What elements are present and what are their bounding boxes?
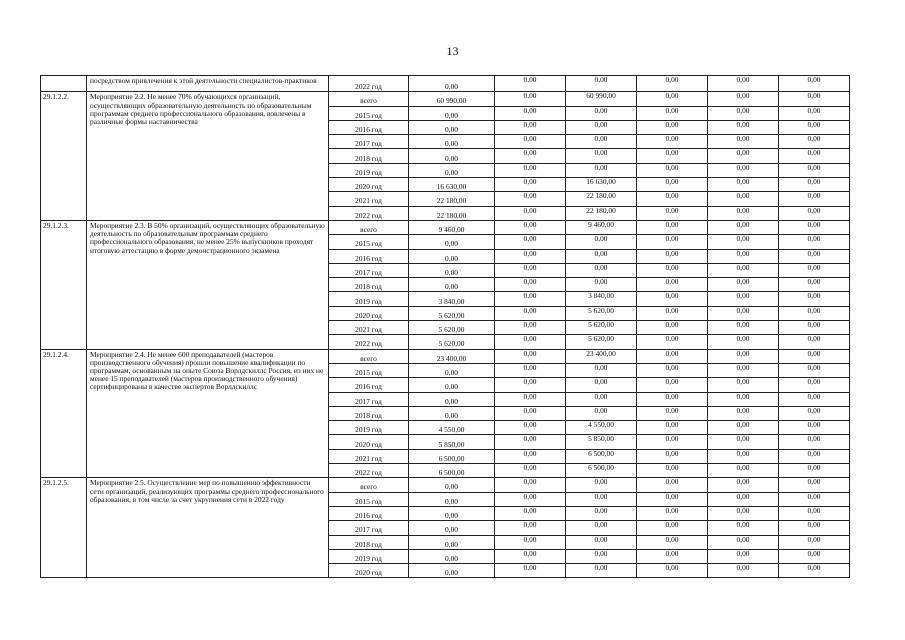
- funding-source-cell: 6 500,00: [566, 464, 637, 478]
- total-amount-cell: 0,00: [409, 149, 495, 163]
- funding-source-cell: 5 620,00: [566, 321, 637, 335]
- funding-source-cell: 0,00: [779, 321, 850, 335]
- funding-source-cell: 0,00: [637, 163, 708, 177]
- total-amount-cell: 22 180,00: [409, 192, 495, 206]
- funding-source-cell: 0,00: [566, 392, 637, 406]
- funding-source-cell: 0,00: [566, 278, 637, 292]
- total-amount-cell: 22 180,00: [409, 206, 495, 220]
- funding-source-cell: 0,00: [708, 76, 779, 92]
- total-amount-cell: 0,00: [409, 535, 495, 549]
- funding-source-cell: 0,00: [495, 535, 566, 549]
- funding-source-cell: 0,00: [566, 263, 637, 277]
- funding-source-cell: 0,00: [566, 549, 637, 563]
- funding-source-cell: 0,00: [566, 535, 637, 549]
- total-amount-cell: 5 620,00: [409, 321, 495, 335]
- funding-source-cell: 0,00: [708, 449, 779, 463]
- funding-source-cell: 0,00: [708, 392, 779, 406]
- funding-source-cell: 0,00: [637, 92, 708, 106]
- year-cell: всего: [329, 220, 409, 234]
- funding-source-cell: 0,00: [495, 492, 566, 506]
- funding-source-cell: 0,00: [708, 406, 779, 420]
- funding-source-cell: 0,00: [495, 163, 566, 177]
- funding-source-cell: 0,00: [708, 178, 779, 192]
- funding-source-cell: 0,00: [779, 349, 850, 363]
- funding-source-cell: 0,00: [708, 235, 779, 249]
- funding-source-cell: 0,00: [495, 335, 566, 349]
- funding-source-cell: 0,00: [637, 306, 708, 320]
- year-cell: 2016 год: [329, 378, 409, 392]
- funding-source-cell: 3 840,00: [566, 292, 637, 306]
- year-cell: 2021 год: [329, 449, 409, 463]
- year-cell: 2015 год: [329, 363, 409, 377]
- funding-source-cell: 0,00: [779, 163, 850, 177]
- funding-source-cell: 0,00: [495, 321, 566, 335]
- total-amount-cell: 0,00: [409, 135, 495, 149]
- funding-source-cell: 0,00: [495, 564, 566, 578]
- total-amount-cell: 3 840,00: [409, 292, 495, 306]
- year-cell: 2021 год: [329, 321, 409, 335]
- year-cell: всего: [329, 478, 409, 492]
- funding-source-cell: 0,00: [637, 192, 708, 206]
- funding-source-cell: 0,00: [566, 492, 637, 506]
- table-row: [41, 220, 850, 234]
- funding-source-cell: 0,00: [637, 76, 708, 92]
- funding-source-cell: 0,00: [708, 564, 779, 578]
- funding-source-cell: 0,00: [637, 492, 708, 506]
- funding-source-cell: 0,00: [779, 421, 850, 435]
- total-amount-cell: 0,00: [409, 120, 495, 134]
- funding-source-cell: 0,00: [708, 120, 779, 134]
- funding-source-cell: 0,00: [708, 435, 779, 449]
- funding-source-cell: 0,00: [779, 106, 850, 120]
- measure-code: 29.1.2.5.: [41, 478, 87, 578]
- funding-source-cell: 0,00: [566, 249, 637, 263]
- funding-source-cell: 0,00: [637, 106, 708, 120]
- funding-source-cell: 0,00: [708, 192, 779, 206]
- funding-source-cell: 0,00: [708, 149, 779, 163]
- funding-source-cell: 0,00: [495, 206, 566, 220]
- funding-source-cell: 0,00: [708, 92, 779, 106]
- funding-source-cell: 0,00: [637, 249, 708, 263]
- funding-source-cell: 0,00: [779, 335, 850, 349]
- total-amount-cell: 0,00: [409, 163, 495, 177]
- funding-source-cell: 6 500,00: [566, 449, 637, 463]
- funding-source-cell: 0,00: [779, 492, 850, 506]
- year-cell: 2020 год: [329, 435, 409, 449]
- funding-source-cell: 0,00: [708, 549, 779, 563]
- funding-source-cell: 0,00: [637, 478, 708, 492]
- funding-source-cell: 0,00: [566, 478, 637, 492]
- total-amount-cell: 0,00: [409, 106, 495, 120]
- funding-source-cell: 0,00: [779, 278, 850, 292]
- funding-source-cell: 0,00: [708, 135, 779, 149]
- total-amount-cell: 23 400,00: [409, 349, 495, 363]
- funding-source-cell: 0,00: [779, 378, 850, 392]
- funding-source-cell: 0,00: [637, 535, 708, 549]
- funding-source-cell: 0,00: [708, 321, 779, 335]
- funding-source-cell: 0,00: [708, 106, 779, 120]
- funding-source-cell: 0,00: [495, 521, 566, 535]
- table-row: [41, 478, 850, 492]
- funding-source-cell: 0,00: [779, 135, 850, 149]
- measure-description: Мероприятие 2.3. В 50% организаций, осуществляющих образовательную деятельность по образовательным программам среднего профессионального образования, не менее 25% выпускников проходят итоговую аттестацию в форме демонстрационного экзамена: [87, 220, 329, 349]
- funding-source-cell: 0,00: [708, 306, 779, 320]
- funding-source-cell: 0,00: [779, 392, 850, 406]
- table-row: [41, 92, 850, 106]
- funding-source-cell: 22 180,00: [566, 206, 637, 220]
- funding-source-cell: 0,00: [637, 506, 708, 520]
- total-amount-cell: 9 460,00: [409, 220, 495, 234]
- funding-source-cell: 0,00: [637, 564, 708, 578]
- funding-source-cell: 0,00: [566, 135, 637, 149]
- funding-source-cell: 0,00: [708, 478, 779, 492]
- funding-source-cell: 0,00: [637, 178, 708, 192]
- funding-source-cell: 0,00: [566, 521, 637, 535]
- funding-source-cell: 0,00: [779, 449, 850, 463]
- measure-description: посредством привлечения к этой деятельности специалистов-практиков: [87, 76, 329, 92]
- year-cell: 2020 год: [329, 306, 409, 320]
- funding-source-cell: 0,00: [637, 120, 708, 134]
- funding-source-cell: 0,00: [566, 163, 637, 177]
- funding-source-cell: 0,00: [495, 92, 566, 106]
- funding-source-cell: 0,00: [495, 378, 566, 392]
- funding-source-cell: 0,00: [566, 76, 637, 92]
- funding-source-cell: 0,00: [495, 363, 566, 377]
- funding-source-cell: 0,00: [779, 149, 850, 163]
- funding-source-cell: 0,00: [566, 149, 637, 163]
- funding-source-cell: 0,00: [495, 435, 566, 449]
- funding-source-cell: 0,00: [495, 421, 566, 435]
- year-cell: 2015 год: [329, 106, 409, 120]
- funding-source-cell: 0,00: [779, 506, 850, 520]
- funding-source-cell: 22 180,00: [566, 192, 637, 206]
- measure-code: 29.1.2.4.: [41, 349, 87, 478]
- funding-source-cell: 0,00: [637, 278, 708, 292]
- total-amount-cell: 6 500,00: [409, 449, 495, 463]
- total-amount-cell: 0,00: [409, 278, 495, 292]
- funding-source-cell: 0,00: [566, 506, 637, 520]
- funding-source-cell: 0,00: [637, 521, 708, 535]
- total-amount-cell: 5 620,00: [409, 306, 495, 320]
- year-cell: 2015 год: [329, 492, 409, 506]
- funding-source-cell: 0,00: [779, 435, 850, 449]
- year-cell: 2015 год: [329, 235, 409, 249]
- year-cell: 2019 год: [329, 421, 409, 435]
- funding-source-cell: 0,00: [779, 249, 850, 263]
- funding-source-cell: 5 620,00: [566, 335, 637, 349]
- funding-source-cell: 0,00: [495, 263, 566, 277]
- total-amount-cell: 6 500,00: [409, 464, 495, 478]
- funding-source-cell: 5 850,00: [566, 435, 637, 449]
- total-amount-cell: 60 990,00: [409, 92, 495, 106]
- total-amount-cell: 0,00: [409, 392, 495, 406]
- funding-source-cell: 0,00: [637, 406, 708, 420]
- year-cell: 2019 год: [329, 549, 409, 563]
- funding-source-cell: 0,00: [495, 178, 566, 192]
- funding-source-cell: 0,00: [495, 306, 566, 320]
- funding-source-cell: 4 550,00: [566, 421, 637, 435]
- funding-source-cell: 0,00: [637, 220, 708, 234]
- funding-source-cell: 0,00: [779, 220, 850, 234]
- funding-source-cell: 0,00: [708, 378, 779, 392]
- total-amount-cell: 0,00: [409, 363, 495, 377]
- year-cell: 2022 год: [329, 335, 409, 349]
- funding-source-cell: 0,00: [708, 363, 779, 377]
- funding-source-cell: 0,00: [779, 521, 850, 535]
- year-cell: 2017 год: [329, 263, 409, 277]
- funding-source-cell: 0,00: [637, 378, 708, 392]
- year-cell: 2017 год: [329, 392, 409, 406]
- funding-source-cell: 0,00: [708, 421, 779, 435]
- funding-source-cell: 0,00: [495, 464, 566, 478]
- funding-source-cell: 16 630,00: [566, 178, 637, 192]
- total-amount-cell: 0,00: [409, 521, 495, 535]
- funding-source-cell: 0,00: [637, 464, 708, 478]
- funding-source-cell: 0,00: [637, 449, 708, 463]
- funding-source-cell: 0,00: [495, 192, 566, 206]
- funding-source-cell: 0,00: [779, 478, 850, 492]
- year-cell: 2017 год: [329, 135, 409, 149]
- funding-source-cell: 0,00: [637, 421, 708, 435]
- funding-source-cell: 0,00: [637, 206, 708, 220]
- funding-source-cell: 0,00: [637, 349, 708, 363]
- funding-source-cell: 0,00: [708, 492, 779, 506]
- total-amount-cell: 0,00: [409, 492, 495, 506]
- funding-source-cell: 0,00: [637, 435, 708, 449]
- funding-source-cell: 0,00: [495, 149, 566, 163]
- funding-source-cell: 0,00: [708, 335, 779, 349]
- year-cell: 2019 год: [329, 163, 409, 177]
- funding-source-cell: 0,00: [637, 235, 708, 249]
- funding-source-cell: 0,00: [566, 406, 637, 420]
- measure-code: 29.1.2.3.: [41, 220, 87, 349]
- funding-source-cell: 0,00: [495, 349, 566, 363]
- page-number: 13: [446, 44, 459, 58]
- measure-description: Мероприятие 2.4. Не менее 600 преподавателей (мастеров производственного обучения) прошли повышение квалификации по программам, основанным на опыте Союза Ворлдскиллс Россия, из них не менее 15 преподавателей (мастеров производственного обучения) сертифицированы в качестве экспертов Ворлдскиллс: [87, 349, 329, 478]
- funding-source-cell: 0,00: [566, 235, 637, 249]
- funding-source-cell: 0,00: [779, 549, 850, 563]
- funding-source-cell: 0,00: [779, 292, 850, 306]
- funding-source-cell: 0,00: [637, 363, 708, 377]
- total-amount-cell: 0,00: [409, 406, 495, 420]
- funding-source-cell: 0,00: [708, 292, 779, 306]
- funding-source-cell: 0,00: [779, 363, 850, 377]
- funding-source-cell: 0,00: [708, 521, 779, 535]
- funding-source-cell: 0,00: [708, 535, 779, 549]
- funding-source-cell: 0,00: [495, 120, 566, 134]
- funding-source-cell: 0,00: [637, 292, 708, 306]
- funding-source-cell: 0,00: [637, 135, 708, 149]
- funding-source-cell: 5 620,00: [566, 306, 637, 320]
- measure-code: 29.1.2.2.: [41, 92, 87, 221]
- total-amount-cell: 0,00: [409, 549, 495, 563]
- measure-description: Мероприятие 2.2. Не менее 70% обучающихся организаций, осуществляющих образовательную деятельность по образовательным программам среднего профессионального образования, вовлечены в различные формы наставничества: [87, 92, 329, 221]
- funding-source-cell: 0,00: [637, 263, 708, 277]
- funding-source-cell: 0,00: [779, 235, 850, 249]
- measure-code: [41, 76, 87, 92]
- year-cell: 2017 год: [329, 521, 409, 535]
- funding-source-cell: 0,00: [495, 106, 566, 120]
- budget-table-body: [41, 76, 850, 578]
- funding-source-cell: 0,00: [495, 478, 566, 492]
- year-cell: 2022 год: [329, 464, 409, 478]
- funding-source-cell: 0,00: [779, 178, 850, 192]
- year-cell: 2021 год: [329, 192, 409, 206]
- total-amount-cell: 0,00: [409, 249, 495, 263]
- funding-source-cell: 0,00: [495, 135, 566, 149]
- total-amount-cell: 5 850,00: [409, 435, 495, 449]
- funding-source-cell: 0,00: [495, 220, 566, 234]
- funding-source-cell: 0,00: [708, 278, 779, 292]
- year-cell: 2018 год: [329, 278, 409, 292]
- funding-source-cell: 0,00: [495, 392, 566, 406]
- funding-source-cell: 60 990,00: [566, 92, 637, 106]
- year-cell: 2018 год: [329, 406, 409, 420]
- table-row: [41, 76, 850, 92]
- measure-description: Мероприятие 2.5. Осуществление мер по повышению эффективности сети организаций, реализующих программы среднего профессионального образования, в том числе за счет укрупнения сети в 2022 году: [87, 478, 329, 578]
- year-cell: 2018 год: [329, 149, 409, 163]
- year-cell: 2022 год: [329, 206, 409, 220]
- table-row: [41, 349, 850, 363]
- funding-source-cell: 0,00: [779, 76, 850, 92]
- funding-source-cell: 0,00: [708, 163, 779, 177]
- funding-source-cell: 0,00: [495, 249, 566, 263]
- total-amount-cell: 4 550,00: [409, 421, 495, 435]
- total-amount-cell: 0,00: [409, 506, 495, 520]
- year-cell: 2020 год: [329, 178, 409, 192]
- year-cell: 2019 год: [329, 292, 409, 306]
- funding-source-cell: 0,00: [566, 564, 637, 578]
- year-cell: всего: [329, 349, 409, 363]
- funding-source-cell: 0,00: [779, 406, 850, 420]
- funding-source-cell: 0,00: [708, 263, 779, 277]
- funding-source-cell: 0,00: [779, 464, 850, 478]
- funding-source-cell: 0,00: [708, 249, 779, 263]
- funding-source-cell: 0,00: [566, 363, 637, 377]
- funding-source-cell: 0,00: [779, 263, 850, 277]
- funding-source-cell: 0,00: [566, 120, 637, 134]
- funding-source-cell: 0,00: [495, 406, 566, 420]
- funding-source-cell: 0,00: [495, 235, 566, 249]
- year-cell: 2016 год: [329, 120, 409, 134]
- funding-source-cell: 0,00: [779, 564, 850, 578]
- year-cell: 2020 год: [329, 564, 409, 578]
- funding-source-cell: 0,00: [779, 120, 850, 134]
- year-cell: 2016 год: [329, 506, 409, 520]
- funding-source-cell: 0,00: [495, 292, 566, 306]
- total-amount-cell: 0,00: [409, 76, 495, 92]
- funding-source-cell: 0,00: [637, 335, 708, 349]
- funding-source-cell: 23 400,00: [566, 349, 637, 363]
- total-amount-cell: 0,00: [409, 478, 495, 492]
- funding-source-cell: 0,00: [495, 278, 566, 292]
- year-cell: 2018 год: [329, 535, 409, 549]
- funding-source-cell: 0,00: [779, 92, 850, 106]
- funding-source-cell: 0,00: [708, 220, 779, 234]
- funding-source-cell: 0,00: [708, 506, 779, 520]
- total-amount-cell: 0,00: [409, 235, 495, 249]
- total-amount-cell: 16 630,00: [409, 178, 495, 192]
- funding-source-cell: 0,00: [637, 321, 708, 335]
- total-amount-cell: 5 620,00: [409, 335, 495, 349]
- funding-source-cell: 0,00: [495, 449, 566, 463]
- funding-source-cell: 0,00: [637, 149, 708, 163]
- funding-source-cell: 9 460,00: [566, 220, 637, 234]
- funding-source-cell: 0,00: [566, 106, 637, 120]
- year-cell: 2022 год: [329, 76, 409, 92]
- funding-source-cell: 0,00: [566, 378, 637, 392]
- budget-table: [40, 75, 850, 578]
- funding-source-cell: 0,00: [708, 349, 779, 363]
- total-amount-cell: 0,00: [409, 378, 495, 392]
- funding-source-cell: 0,00: [637, 392, 708, 406]
- funding-source-cell: 0,00: [708, 464, 779, 478]
- funding-source-cell: 0,00: [779, 192, 850, 206]
- funding-source-cell: 0,00: [495, 549, 566, 563]
- funding-source-cell: 0,00: [708, 206, 779, 220]
- funding-source-cell: 0,00: [495, 76, 566, 92]
- year-cell: 2016 год: [329, 249, 409, 263]
- funding-source-cell: 0,00: [637, 549, 708, 563]
- funding-source-cell: 0,00: [779, 535, 850, 549]
- funding-source-cell: 0,00: [779, 206, 850, 220]
- funding-source-cell: 0,00: [495, 506, 566, 520]
- total-amount-cell: 0,00: [409, 564, 495, 578]
- funding-source-cell: 0,00: [779, 306, 850, 320]
- total-amount-cell: 0,00: [409, 263, 495, 277]
- year-cell: всего: [329, 92, 409, 106]
